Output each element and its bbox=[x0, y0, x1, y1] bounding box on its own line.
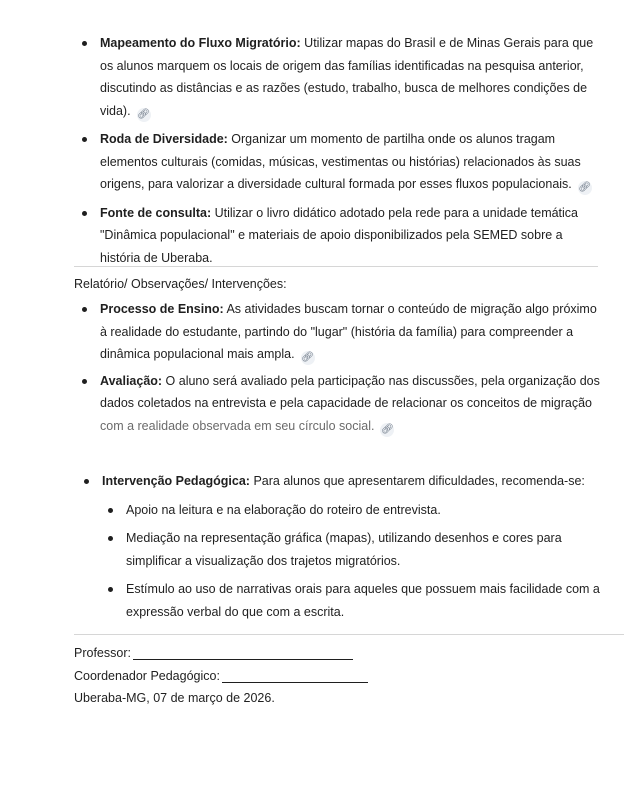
intervention-sublist bbox=[102, 499, 618, 624]
sub-item-text: Estímulo ao uso de narrativas orais para aqueles que possuem mais facilidade com a expressão verbal do que com a escrita. bbox=[126, 582, 600, 619]
item-title: Processo de Ensino: bbox=[100, 302, 224, 316]
divider bbox=[74, 266, 598, 267]
coordinator-line bbox=[74, 665, 614, 688]
bullet-icon bbox=[108, 536, 113, 541]
link-icon[interactable]: 🔗︎ bbox=[301, 352, 314, 363]
item-title: Avaliação: bbox=[100, 373, 163, 388]
link-icon[interactable]: 🔗︎ bbox=[137, 108, 150, 120]
report-heading: Relatório/ Observações/ Intervenções: bbox=[74, 277, 287, 291]
professor-label: Professor: bbox=[74, 646, 131, 660]
bullet-icon bbox=[82, 307, 87, 312]
list-item bbox=[76, 298, 606, 366]
item-text-faded: com a realidade observada em seu círculo social. bbox=[100, 418, 375, 433]
coordinator-signature-field[interactable] bbox=[222, 668, 368, 683]
item-text: Organizar um momento de partilha onde os alunos tragam elementos culturais (comidas, músicas, vestimentas ou histórias) relacionados às suas origens, para valorizar a diversidade cultural formada por esses fluxos populacionais. bbox=[100, 132, 581, 191]
item-text: Utilizar o livro didático adotado pela rede para a unidade temática "Dinâmica populacional" e materiais de apoio disponibilizados pela SEMED sobre a história de Uberaba. bbox=[100, 205, 579, 265]
professor-line bbox=[74, 642, 614, 665]
item-title: Mapeamento do Fluxo Migratório: bbox=[100, 36, 301, 50]
date-line: Uberaba-MG, 07 de março de 2026. bbox=[74, 691, 275, 705]
bullet-icon bbox=[82, 211, 87, 216]
bullet-icon bbox=[82, 137, 87, 142]
activities-list bbox=[76, 32, 606, 269]
bullet-icon bbox=[108, 508, 113, 513]
divider bbox=[74, 634, 624, 635]
bullet-icon bbox=[108, 587, 113, 592]
item-title: Roda de Diversidade: bbox=[100, 132, 228, 146]
list-item bbox=[78, 470, 618, 623]
signature-block bbox=[74, 642, 614, 710]
item-text: As atividades buscam tornar o conteúdo de migração algo próximo à realidade do estudante, partindo do "lugar" (história da família) para compreender a dinâmica populacional mais ampla. bbox=[100, 302, 597, 361]
bullet-icon bbox=[82, 41, 87, 46]
item-title: Intervenção Pedagógica: bbox=[102, 474, 250, 488]
coordinator-label: Coordenador Pedagógico: bbox=[74, 668, 220, 683]
sub-item-text: Mediação na representação gráfica (mapas), utilizando desenhos e cores para simplificar a visualização dos trajetos migratórios. bbox=[126, 531, 562, 568]
list-item bbox=[76, 202, 606, 270]
item-title: Fonte de consulta: bbox=[100, 205, 212, 220]
intervention-list bbox=[78, 470, 618, 623]
list-item bbox=[76, 370, 606, 438]
list-item bbox=[76, 128, 606, 196]
sub-list-item bbox=[102, 578, 618, 623]
list-item bbox=[76, 32, 606, 122]
link-icon[interactable]: 🔗︎ bbox=[578, 182, 592, 193]
item-text: O aluno será avaliado pela participação nas discussões, pela organização dos dados coletados na entrevista e pela capacidade de relacionar os conceitos de migração bbox=[100, 373, 600, 410]
sub-list-item bbox=[102, 527, 618, 572]
item-text: Utilizar mapas do Brasil e de Minas Gerais para que os alunos marquem os locais de origem das famílias identificadas na pesquisa anterior, discutindo as distâncias e as razões (estudo, trabalho, busca de melhores condições de vida). bbox=[100, 36, 594, 118]
sub-item-text: Apoio na leitura e na elaboração do roteiro de entrevista. bbox=[126, 502, 441, 517]
sub-list-item bbox=[102, 499, 618, 522]
professor-signature-field[interactable] bbox=[133, 645, 353, 660]
report-list bbox=[76, 298, 606, 437]
bullet-icon bbox=[84, 479, 89, 484]
link-icon[interactable]: 🔗︎ bbox=[381, 423, 394, 435]
item-text: Para alunos que apresentarem dificuldades, recomenda-se: bbox=[249, 474, 585, 488]
bullet-icon bbox=[82, 379, 87, 384]
